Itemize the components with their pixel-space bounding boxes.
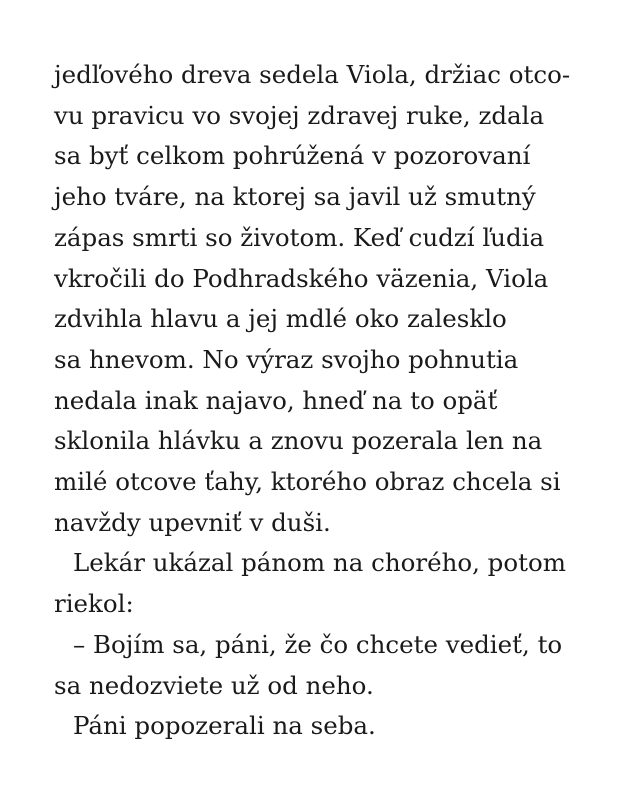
text-line: navždy upevniť v duši. (54, 507, 331, 537)
paragraph-start-line: Lekár ukázal pánom na chorého, potom (73, 548, 566, 578)
body-text (54, 55, 614, 747)
text-line: sklonila hlávku a znovu pozerala len na (54, 426, 543, 456)
text-line: zápas smrti so životom. Keď cudzí ľudia (54, 222, 545, 252)
text-line: sa hnevom. No výraz svojho pohnutia (54, 344, 519, 374)
paragraph-start-line: Páni popozerali na seba. (73, 711, 376, 741)
text-line: vu pravicu vo svojej zdravej ruke, zdala (54, 100, 545, 130)
text-line: jedľového dreva sedela Viola, držiac otco- (54, 60, 571, 89)
dialogue-line: – Bojím sa, páni, že čo chcete vedieť, to (73, 629, 563, 659)
text-line: zdvihla hlavu a jej mdlé oko zalesklo (54, 304, 507, 334)
text-line: jeho tváre, na ktorej sa javil už smutný (54, 182, 536, 212)
text-line: riekol: (54, 589, 134, 619)
text-line: nedala inak najavo, hneď na to opäť (54, 385, 498, 415)
text-line: sa nedozviete už od neho. (54, 670, 374, 700)
text-line: sa byť celkom pohrúžená v pozorovaní (54, 141, 531, 171)
text-line: milé otcove ťahy, ktorého obraz chcela si (54, 467, 561, 497)
text-line: vkročili do Podhradského väzenia, Viola (54, 263, 549, 293)
